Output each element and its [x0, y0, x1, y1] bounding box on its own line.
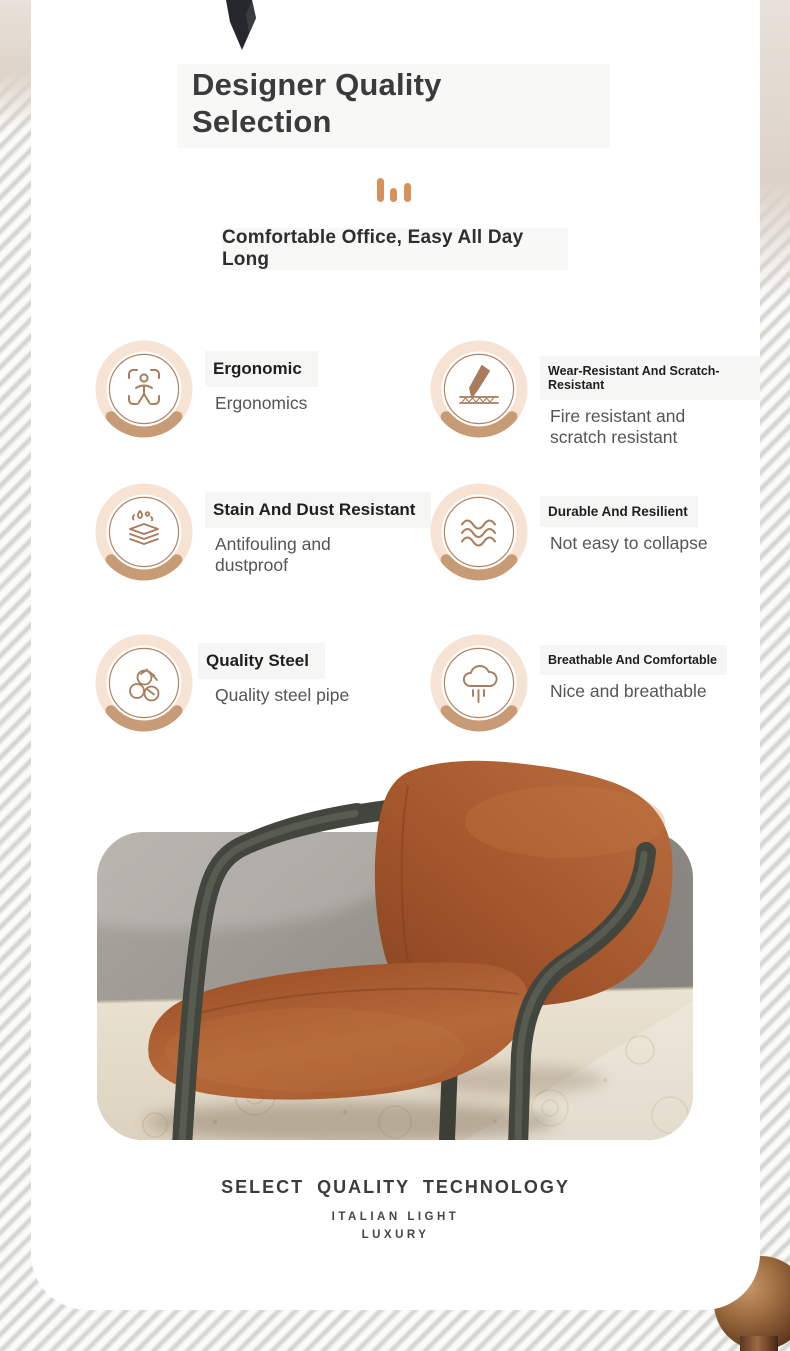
feature-ergonomic [205, 351, 318, 414]
feature-stain-resistant [205, 492, 431, 576]
hero-subtitle: Comfortable Office, Easy All Day Long [222, 227, 524, 270]
feature-subtitle: Not easy to collapse [550, 533, 708, 553]
marble-texture-left [0, 0, 32, 130]
feature-breathable [540, 645, 727, 702]
page-title: Designer Quality Selection [192, 67, 442, 139]
product-photo [95, 750, 695, 1140]
bar-chart-icon [377, 178, 419, 204]
breathable-icon [430, 634, 528, 732]
wooden-coat-rack-pole [740, 1336, 778, 1351]
wear-resistant-icon [430, 340, 528, 438]
content-card [31, 0, 760, 1310]
bar-chart-icon-bar [390, 188, 397, 202]
feature-title: Ergonomic [205, 351, 318, 387]
feature-subtitle: Nice and breathable [550, 681, 707, 701]
feature-subtitle: Quality steel pipe [215, 685, 350, 705]
footer-subline-2: LUXURY [361, 1229, 430, 1241]
steel-icon [95, 634, 193, 732]
feature-title: Wear-Resistant And Scratch-Resistant [540, 356, 760, 400]
marble-texture-right [756, 0, 790, 300]
feature-subtitle: Antifouling and dustproof [215, 534, 331, 575]
feature-subtitle: Fire resistant and scratch resistant [550, 406, 686, 447]
bar-chart-icon-bar [377, 178, 384, 202]
feature-durable [540, 496, 708, 554]
feature-title: Breathable And Comfortable [540, 645, 727, 675]
bar-chart-icon-bar [404, 183, 411, 202]
feature-wear-resistant [540, 356, 760, 448]
hero-subtitle-highlight [222, 228, 568, 270]
durable-icon [430, 483, 528, 581]
footer-subline-1: ITALIAN LIGHT [331, 1211, 460, 1223]
stain-resistant-icon [95, 483, 193, 581]
feature-title: Quality Steel [198, 643, 325, 679]
feature-title: Durable And Resilient [540, 496, 698, 527]
feature-steel [198, 643, 349, 706]
feature-title: Stain And Dust Resistant [205, 492, 431, 528]
ergonomic-icon [95, 340, 193, 438]
footer-headline: SELECT QUALITY TECHNOLOGY [221, 1177, 570, 1197]
chair-leg-fragment [216, 0, 262, 50]
feature-subtitle: Ergonomics [215, 393, 308, 413]
